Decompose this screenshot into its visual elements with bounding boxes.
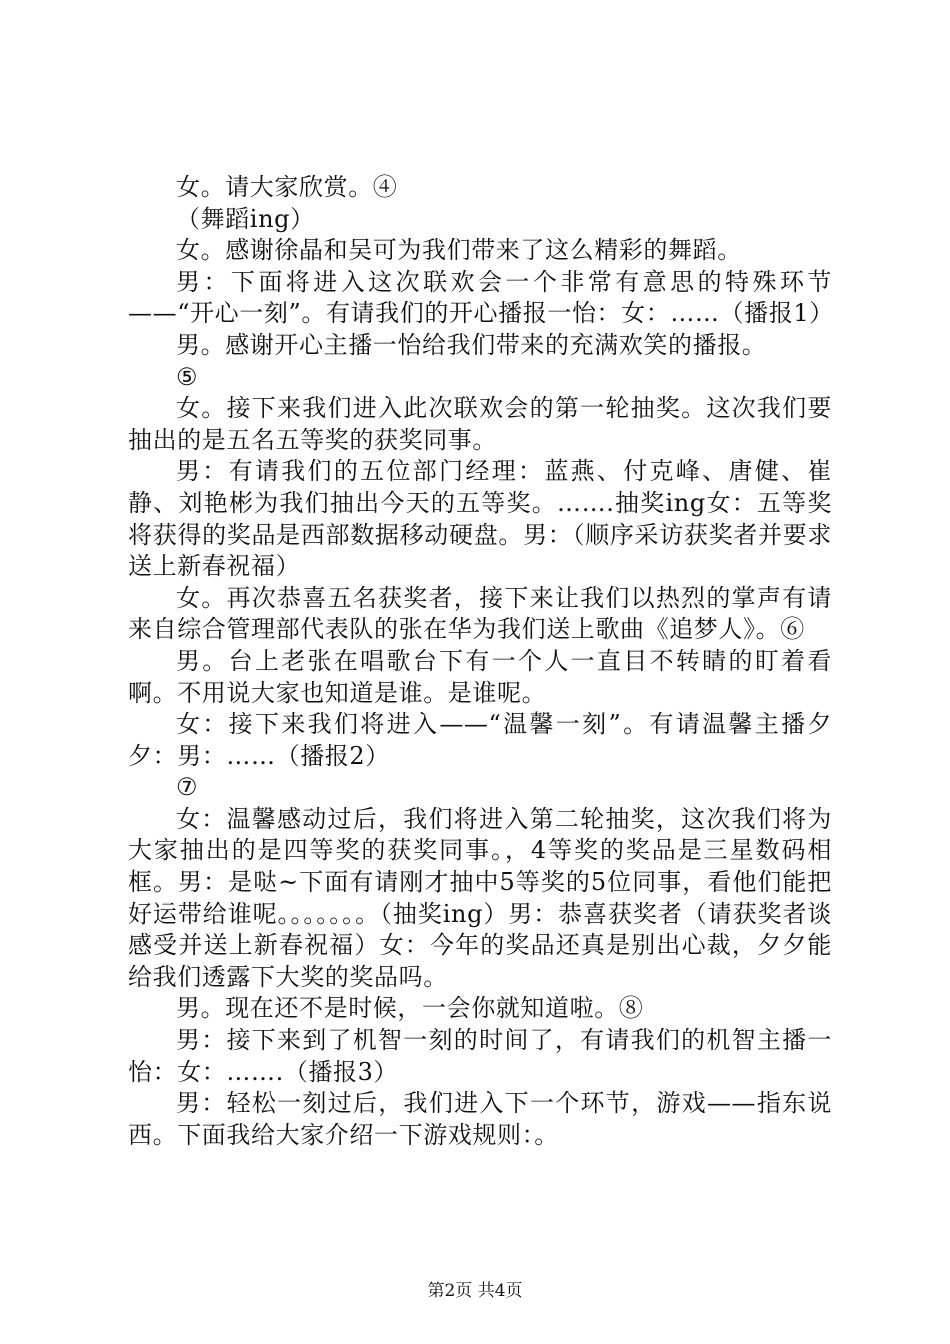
- paragraph: 男。感谢开心主播一怡给我们带来的充满欢笑的播报。: [176, 330, 767, 359]
- paragraph: 男：下面将进入这次联欢会一个非常有意思的特殊环节——“开心一刻”。有请我们的开心播报一怡：女：……（播报1）: [128, 267, 834, 328]
- paragraph: 男。台上老张在唱歌台下有一个人一直目不转睛的盯着看啊。不用说大家也知道是谁。是谁呢。: [128, 646, 832, 707]
- paragraph: ⑤: [176, 362, 199, 391]
- paragraph: 男：接下来到了机智一刻的时间了，有请我们的机智主播一怡：女：…….（播报3）: [128, 1026, 832, 1086]
- document-body: [128, 172, 832, 1151]
- paragraph: 女：接下来我们将进入——“温馨一刻”。有请温馨主播夕夕：男：……（播报2）: [128, 710, 832, 770]
- page-number: 第2页 共4页: [427, 1281, 523, 1301]
- paragraph: 女。请大家欣赏。④: [176, 173, 398, 201]
- paragraph: 女。感谢徐晶和吴可为我们带来了这么精彩的舞蹈。: [176, 236, 742, 265]
- paragraph: （舞蹈ing）: [176, 204, 315, 233]
- page-footer: [0, 1276, 950, 1301]
- paragraph: 女。再次恭喜五名获奖者，接下来让我们以热烈的掌声有请来自综合管理部代表队的张在华为我们送上歌曲《追梦人》。⑥: [128, 583, 832, 644]
- paragraph: 女。接下来我们进入此次联欢会的第一轮抽奖。这次我们要抽出的是五名五等奖的获奖同事。: [128, 394, 832, 454]
- paragraph: ⑦: [176, 773, 199, 802]
- paragraph: 男。现在还不是时候，一会你就知道啦。⑧: [176, 994, 644, 1023]
- paragraph: 男：有请我们的五位部门经理：蓝燕、付克峰、唐健、崔静、刘艳彬为我们抽出今天的五等奖。…….抽奖ing女：五等奖将获得的奖品是西部数据移动硬盘。男：（顺序采访获奖者并要求送上新春祝福）: [128, 457, 832, 581]
- paragraph: 女：温馨感动过后，我们将进入第二轮抽奖，这次我们将为大家抽出的是四等奖的获奖同事。，4等奖的奖品是三星数码相框。男：是哒~下面有请刚才抽中5等奖的5位同事，看他们能把好运带给谁呢。。。。。。。（抽奖ing）男：恭喜获奖者（请获奖者谈感受并送上新春祝福）女：今年的奖品还真是别出心裁，夕夕能给我们透露下大奖的奖品吗。: [128, 804, 832, 991]
- paragraph: 男：轻松一刻过后，我们进入下一个环节，游戏——指东说西。下面我给大家介绍一下游戏规则：。: [128, 1089, 832, 1149]
